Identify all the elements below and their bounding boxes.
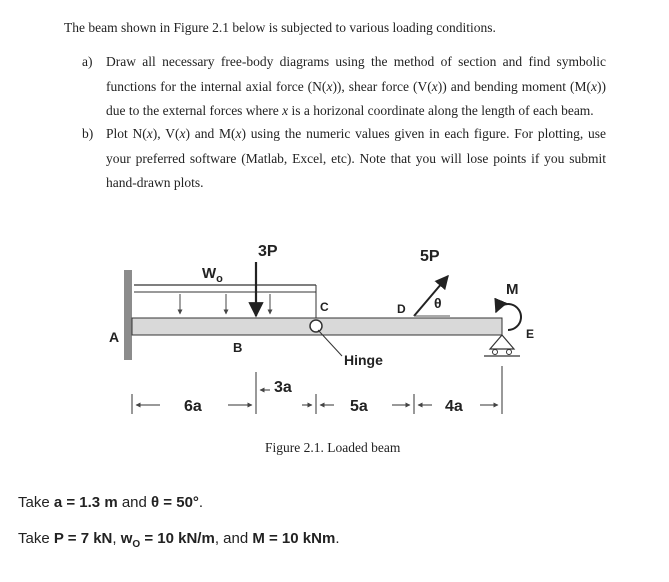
task-item-a-label: a) [82,54,93,69]
load-3p-label: 3P [258,243,278,260]
load-5p-arrow [414,276,448,316]
fixed-wall [124,270,132,360]
task-item-b-label: b) [82,126,94,141]
point-e-label: E [526,327,535,341]
moment-label: M [506,281,519,298]
roller-support [484,335,520,356]
task-item-b-text: Plot N(x), V(x) and M(x) using the numeric values given in each figure. For plotting, use your preferred software (Matlab, Excel, etc). Note that you will lose points if you submit hand-drawn plots. [106,126,606,190]
load-5p-label: 5P [420,248,440,265]
hinge-label: Hinge [344,352,383,368]
given-values-line-1: Take a = 1.3 m and θ = 50°. [18,494,204,511]
point-a-label: A [109,329,120,345]
dim-4a-label: 4a [445,398,463,415]
figure-caption: Figure 2.1. Loaded beam [265,440,401,455]
hinge-pin [310,320,322,332]
dim-3a-label: 3a [274,379,292,396]
dim-6a-label: 6a [184,398,202,415]
point-d-label: D [397,302,406,316]
distributed-load [134,285,316,318]
beam-figure [0,228,669,438]
intro-text: The beam shown in Figure 2.1 below is subjected to various loading conditions. [64,20,496,35]
point-b-label: B [233,340,243,355]
theta-label: θ [434,295,442,311]
dim-5a-label: 5a [350,398,368,415]
task-item-a-text: Draw all necessary free-body diagrams using the method of section and find symbolic functions for the internal axial force (N(x)), shear force (V(x)) and bending moment (M(x)) due to the external forces where x is a horizonal coordinate along the length of each beam. [106,54,606,118]
w0-label: $W_o$ [202,265,223,285]
given-values-line-2: Take P = 7 kN, $w_O = 10$ kN/m, and M = 10 kNm. [18,530,340,550]
point-c-label: C [320,300,329,314]
